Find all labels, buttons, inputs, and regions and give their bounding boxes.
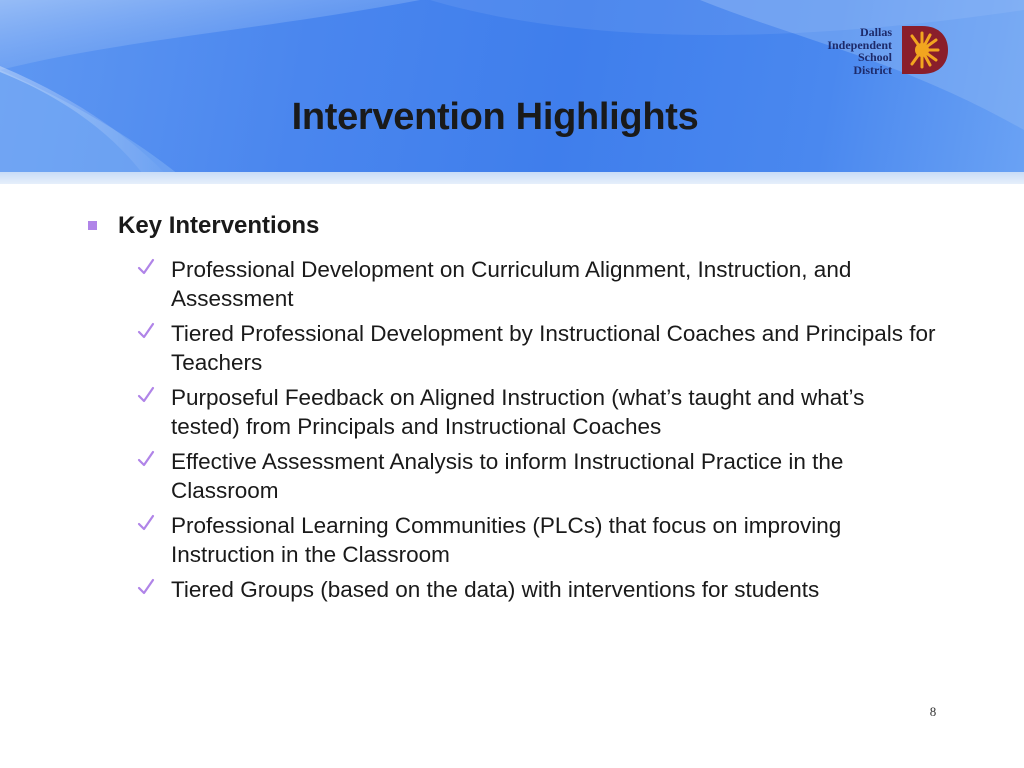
page-title: Intervention Highlights (291, 96, 699, 138)
checkmark-icon (136, 576, 156, 598)
square-bullet-icon (88, 221, 97, 230)
district-logo-d-icon (900, 24, 950, 76)
list-item (136, 575, 936, 604)
list-item-text: Tiered Professional Development by Instructional Coaches and Principals for Teachers (171, 321, 936, 375)
checkmark-icon (136, 448, 156, 470)
list-item-text: Tiered Groups (based on the data) with interventions for students (171, 577, 820, 602)
checkmark-icon (136, 512, 156, 534)
header-divider-band (0, 172, 1024, 184)
slide-header (0, 0, 1024, 184)
checkmark-icon (136, 320, 156, 342)
list-item-text: Professional Learning Communities (PLCs) that focus on improving Instruction in the Classroom (171, 513, 842, 567)
page-number: 8 (929, 704, 937, 719)
section-title: Key Interventions (118, 212, 320, 239)
list-item (136, 383, 936, 441)
checkmark-icon (136, 256, 156, 278)
list-item (136, 447, 936, 505)
list-item (136, 255, 936, 313)
checkmark-icon (136, 384, 156, 406)
list-item-text: Professional Development on Curriculum Alignment, Instruction, and Assessment (171, 257, 852, 311)
list-item (136, 319, 936, 377)
district-logo-text: Dallas Independent School District (827, 25, 892, 77)
list-item (136, 511, 936, 569)
list-item-text: Effective Assessment Analysis to inform Instructional Practice in the Classroom (171, 449, 844, 503)
district-logo (822, 24, 952, 80)
list-item-text: Purposeful Feedback on Aligned Instruction (what’s taught and what’s tested) from Principals and Instructional Coaches (171, 385, 865, 439)
intervention-list (136, 255, 936, 610)
